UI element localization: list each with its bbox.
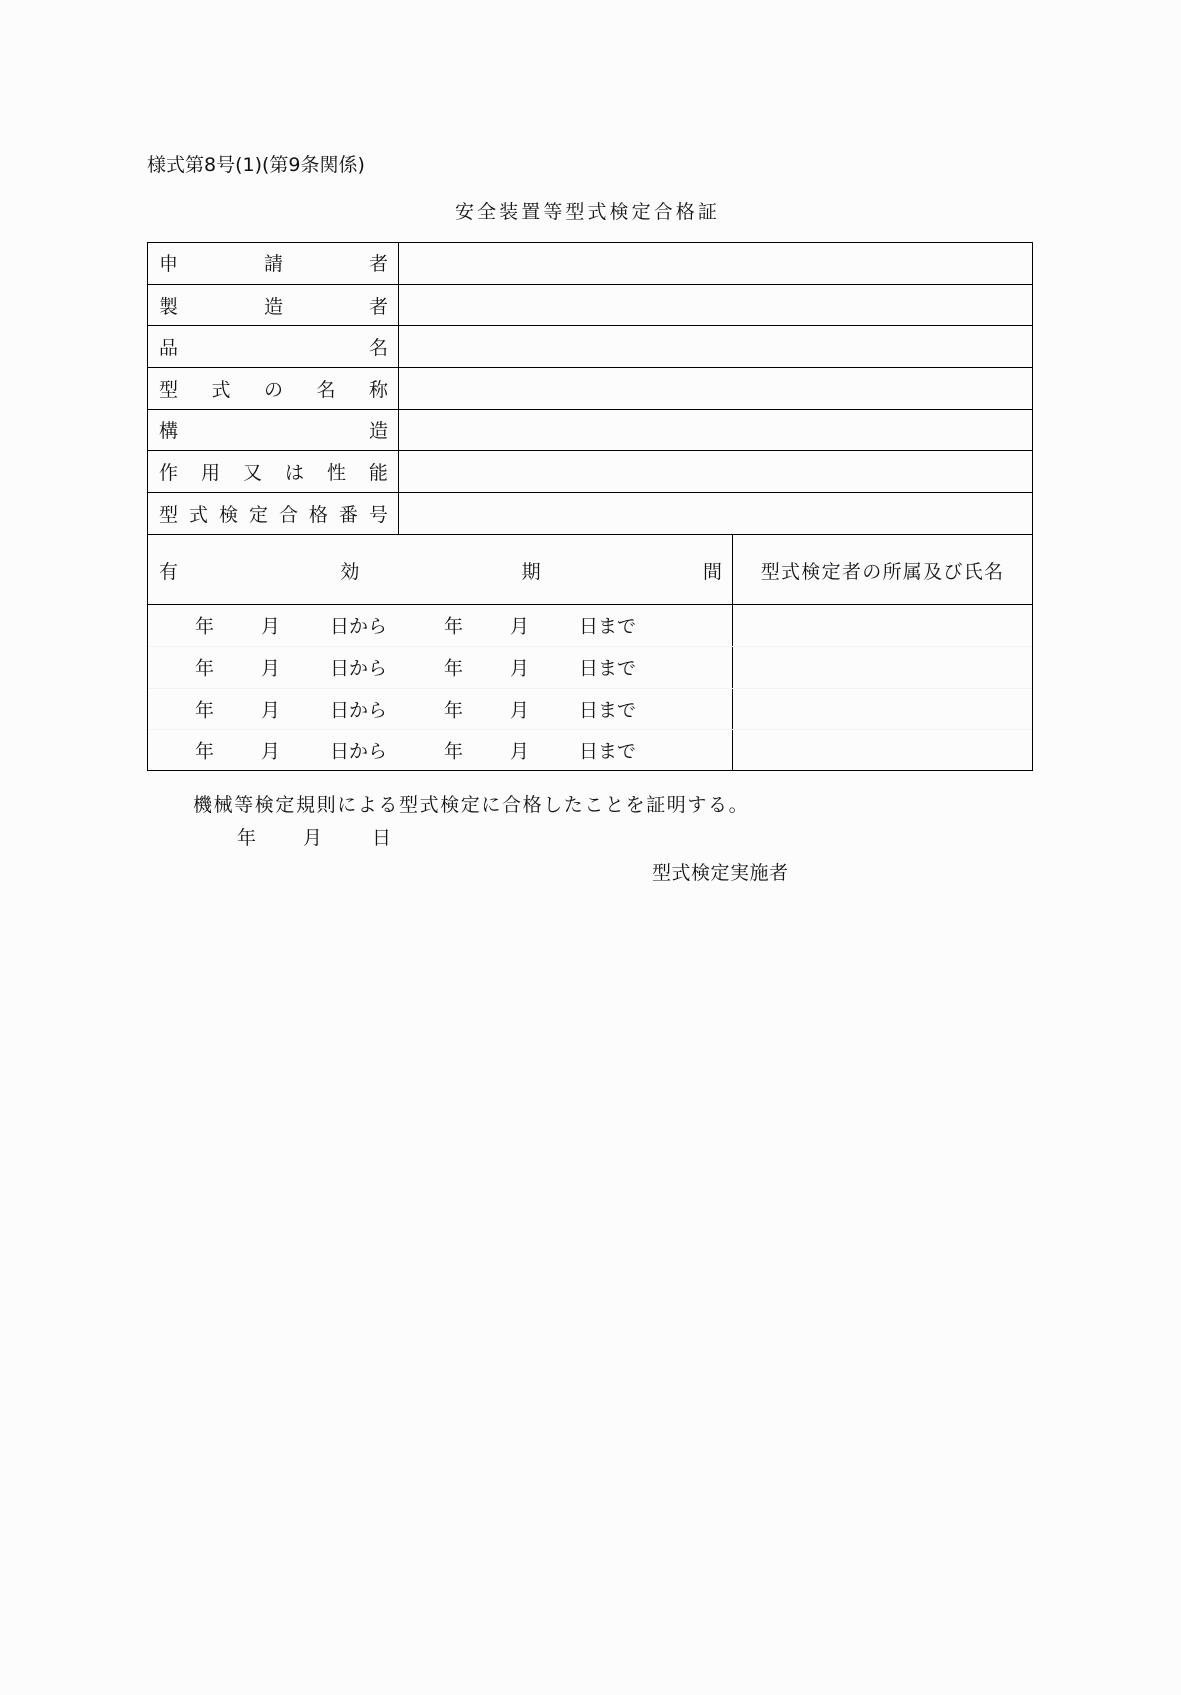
title-char: 全: [477, 201, 497, 223]
to-day: 日まで: [579, 740, 637, 763]
to-day: 日まで: [579, 699, 637, 722]
title-char: 証: [697, 201, 717, 223]
to-year: 年: [444, 699, 464, 722]
label-applicant: 申 請 者: [148, 242, 399, 284]
to-year: 年: [444, 657, 464, 680]
row-product-name: [148, 325, 1032, 367]
function-performance-field[interactable]: [399, 451, 1032, 492]
from-day: 日から: [330, 657, 388, 680]
row-applicant: [148, 242, 1032, 284]
issue-day: 日: [372, 827, 392, 849]
label-manufacturer: 製 造 者: [148, 285, 399, 326]
row-certification-number: [148, 492, 1032, 534]
row-function-performance: [148, 450, 1032, 492]
to-day: 日まで: [579, 615, 637, 638]
manufacturer-field[interactable]: [399, 285, 1032, 326]
applicant-field[interactable]: [399, 242, 1032, 284]
certification-statement: 機械等検定規則による型式検定に合格したことを証明する。: [193, 794, 750, 816]
from-year: 年: [195, 699, 215, 722]
product-name-field[interactable]: [399, 326, 1032, 367]
title-char: 型: [565, 201, 585, 223]
validity-period-row[interactable]: [148, 729, 732, 771]
row-model-name: [148, 367, 1032, 409]
title-char: 式: [587, 201, 607, 223]
to-month: 月: [510, 699, 530, 722]
from-day: 日から: [330, 699, 388, 722]
label-model-name: 型 式 の 名 称: [148, 368, 399, 409]
title-char: 格: [675, 201, 695, 223]
to-month: 月: [510, 615, 530, 638]
to-day: 日まで: [579, 657, 637, 680]
certification-number-field[interactable]: [399, 493, 1032, 534]
structure-field[interactable]: [399, 410, 1032, 450]
label-structure: 構 造: [148, 410, 399, 450]
label-product-name: 品 名: [148, 326, 399, 367]
to-year: 年: [444, 740, 464, 763]
column-divider: [732, 535, 733, 770]
to-year: 年: [444, 615, 464, 638]
title-char: 定: [631, 201, 651, 223]
validity-period-row[interactable]: [148, 646, 732, 688]
title-char: 装: [499, 201, 519, 223]
title-char: 検: [609, 201, 629, 223]
to-month: 月: [510, 657, 530, 680]
title-char: 等: [543, 201, 563, 223]
from-year: 年: [195, 740, 215, 763]
title-char: 合: [653, 201, 673, 223]
from-month: 月: [261, 657, 281, 680]
issue-year: 年: [237, 827, 257, 849]
title-char: 安: [455, 201, 475, 223]
certificate-table: [147, 242, 1033, 771]
validity-period-header: 有 効 期 間: [159, 560, 722, 583]
from-year: 年: [195, 657, 215, 680]
from-month: 月: [261, 699, 281, 722]
form-number: 様式第8号(1)(第9条関係): [147, 154, 365, 176]
from-year: 年: [195, 615, 215, 638]
to-month: 月: [510, 740, 530, 763]
row-structure: [148, 409, 1032, 450]
from-month: 月: [261, 740, 281, 763]
label-certification-number: 型 式 検 定 合 格 番 号: [148, 493, 399, 534]
validity-period-row[interactable]: [148, 604, 732, 646]
from-day: 日から: [330, 740, 388, 763]
inspector-field[interactable]: [734, 605, 1032, 770]
from-day: 日から: [330, 615, 388, 638]
validity-period-row[interactable]: [148, 688, 732, 730]
model-name-field[interactable]: [399, 368, 1032, 409]
issue-month: 月: [303, 827, 323, 849]
from-month: 月: [261, 615, 281, 638]
document-title: [455, 200, 717, 224]
inspector-header: 型式検定者の所属及び氏名: [760, 560, 1005, 583]
label-function-performance: 作 用 又 は 性 能: [148, 451, 399, 492]
issuer-label: 型式検定実施者: [652, 862, 789, 884]
title-char: 置: [521, 201, 541, 223]
row-manufacturer: [148, 284, 1032, 326]
